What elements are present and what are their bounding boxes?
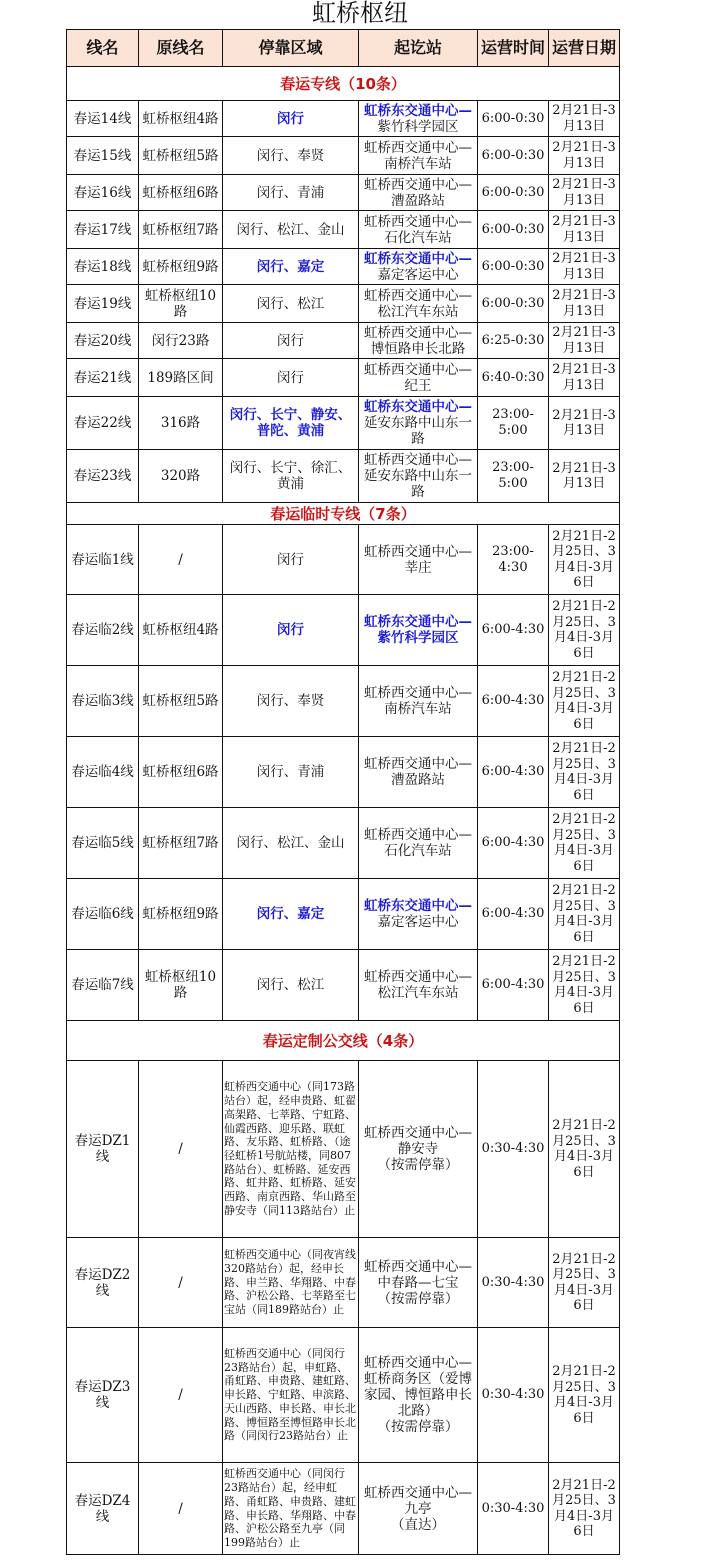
service-dates-cell: 2月21日-2月25日、3月4日-3月6日 <box>549 595 620 666</box>
terminals-cell <box>359 397 478 450</box>
original-name-cell: / <box>139 1328 223 1463</box>
terminal-line: 虹桥西交通中心— <box>364 1125 472 1141</box>
terminal-line: 石化汽车站 <box>384 843 452 859</box>
original-name-cell: 320路 <box>139 450 223 503</box>
terminal-line: （按需停靠） <box>377 1157 459 1173</box>
terminal-line: 虹桥西交通中心— <box>364 1258 472 1275</box>
terminals-cell <box>359 101 478 137</box>
table-row <box>67 175 620 211</box>
line-name-cell: 春运临5线 <box>67 808 139 879</box>
service-dates-cell: 2月21日-2月25日、3月4日-3月6日 <box>549 1463 620 1555</box>
service-hours-cell: 6:40-0:30 <box>478 359 549 397</box>
stop-area-cell <box>223 808 359 879</box>
service-dates-cell: 2月21日-2月25日、3月4日-3月6日 <box>549 525 620 595</box>
service-hours-cell: 23:00-5:00 <box>478 397 549 450</box>
table-row <box>67 808 620 879</box>
service-dates-cell: 2月21日-2月25日、3月4日-3月6日 <box>549 950 620 1021</box>
terminal-line: 虹桥西交通中心— <box>364 969 472 985</box>
terminals-cell <box>359 323 478 359</box>
terminals-cell <box>359 450 478 503</box>
line-name-cell: 春运14线 <box>67 101 139 137</box>
terminals-cell <box>359 285 478 323</box>
stop-area-text: 虹桥西交通中心（同夜宵线320路站台）起，经申长路、申兰路、华翔路、中春路、沪松公路、七莘路至七宝站（同189路站台）止 <box>224 1248 356 1317</box>
terminals-cell <box>359 175 478 211</box>
line-name-cell: 春运17线 <box>67 211 139 249</box>
stop-area-text: 闵行、奉贤 <box>256 147 325 164</box>
section-title: 春运临时专线（7条） <box>67 503 620 525</box>
line-name-cell: 春运21线 <box>67 359 139 397</box>
service-dates-cell: 2月21日-2月25日、3月4日-3月6日 <box>549 666 620 737</box>
page-title: 虹桥枢纽 <box>312 0 408 27</box>
table-row <box>67 1463 620 1555</box>
terminal-line: 九亭 <box>404 1500 432 1517</box>
service-hours-cell: 6:00-4:30 <box>478 737 549 808</box>
service-hours-cell: 6:00-0:30 <box>478 285 549 323</box>
terminal-line: 虹桥西交通中心— <box>364 139 472 156</box>
terminal-line: 延安东路中山东一路 <box>364 415 472 447</box>
terminals-cell <box>359 1463 478 1555</box>
stop-area-text: 闵行、嘉定 <box>256 258 325 275</box>
schedule-table <box>66 29 620 1555</box>
header-service-dates: 运营日期 <box>549 30 620 67</box>
stop-area-cell <box>223 950 359 1021</box>
line-name-cell: 春运19线 <box>67 285 139 323</box>
header-terminals: 起讫站 <box>359 30 478 67</box>
terminal-line: 松江汽车东站 <box>377 985 459 1001</box>
route-description-cell <box>223 1061 359 1238</box>
table-row <box>67 525 620 595</box>
line-name-cell: 春运23线 <box>67 450 139 503</box>
stop-area-cell <box>223 666 359 737</box>
stop-area-cell <box>223 359 359 397</box>
header-original-name: 原线名 <box>139 30 223 67</box>
service-hours-cell: 23:00-5:00 <box>478 450 549 503</box>
terminals-cell <box>359 666 478 737</box>
line-name-cell: 春运16线 <box>67 175 139 211</box>
stop-area-text: 闵行、松江、金山 <box>236 835 345 851</box>
terminal-line: 博恒路申长北路 <box>370 340 466 357</box>
table-row <box>67 879 620 950</box>
section-header-row <box>67 1021 620 1061</box>
stop-area-cell <box>223 175 359 211</box>
table-row <box>67 595 620 666</box>
stop-area-text: 闵行、长宁、徐汇、黄浦 <box>229 460 352 492</box>
terminal-line: 中春路—七宝 <box>377 1274 459 1291</box>
service-dates-cell: 2月21日-2月25日、3月4日-3月6日 <box>549 879 620 950</box>
terminal-line: 延安东路中山东一路 <box>364 468 472 500</box>
service-hours-cell: 0:30-4:30 <box>478 1328 549 1463</box>
service-dates-cell: 2月21日-3月13日 <box>549 450 620 503</box>
terminals-cell <box>359 525 478 595</box>
terminal-line: 虹桥西交通中心— <box>364 213 472 230</box>
line-name-cell: 春运DZ1线 <box>67 1061 139 1238</box>
service-hours-cell: 6:00-4:30 <box>478 666 549 737</box>
terminal-line: 虹桥西交通中心— <box>364 685 472 701</box>
service-hours-cell: 23:00-4:30 <box>478 525 549 595</box>
terminal-line: 紫竹科学园区 <box>377 118 459 135</box>
table-row <box>67 249 620 285</box>
stop-area-cell <box>223 879 359 950</box>
line-name-cell: 春运18线 <box>67 249 139 285</box>
service-dates-cell: 2月21日-3月13日 <box>549 249 620 285</box>
service-dates-cell: 2月21日-2月25日、3月4日-3月6日 <box>549 1061 620 1238</box>
stop-area-text: 虹桥西交通中心（同173路站台）起，经申贵路、虹翟高架路、七莘路、宁虹路、仙霞西路、迎乐路、联虹路、友乐路、虹桥路、（途径虹桥1号航站楼，同807路站台）、虹桥路、延安西路、虹井路、虹桥路、延安西路、南京西路、华山路至静安寺（同113路站台）止 <box>224 1080 356 1217</box>
stop-area-cell <box>223 137 359 175</box>
stop-area-cell <box>223 397 359 450</box>
service-hours-cell: 6:00-4:30 <box>478 879 549 950</box>
terminals-cell <box>359 950 478 1021</box>
terminal-line: （直达） <box>391 1516 445 1533</box>
terminals-cell <box>359 808 478 879</box>
header-row <box>67 30 620 67</box>
service-hours-cell: 0:30-4:30 <box>478 1238 549 1328</box>
table-row <box>67 666 620 737</box>
stop-area-text: 闵行、青浦 <box>256 764 325 780</box>
table-row <box>67 450 620 503</box>
terminal-line: 松江汽车东站 <box>377 303 459 320</box>
terminal-line: 虹桥东交通中心— <box>364 614 472 630</box>
original-name-cell: 虹桥枢纽7路 <box>139 211 223 249</box>
original-name-cell: 虹桥枢纽5路 <box>139 137 223 175</box>
stop-area-text: 虹桥西交通中心（同闵行23路站台）起，申虹路、甬虹路、申贵路、建虹路、申长路、宁虹路、申滨路、天山西路、申长路、申长北路、博恒路至博恒路申长北路（同闵行23路站台）止 <box>224 1347 356 1443</box>
service-hours-cell: 6:25-0:30 <box>478 323 549 359</box>
original-name-cell: 虹桥枢纽6路 <box>139 737 223 808</box>
terminals-cell <box>359 1328 478 1463</box>
table-row <box>67 359 620 397</box>
section-title: 春运专线（10条） <box>67 67 620 101</box>
table-row <box>67 137 620 175</box>
terminal-line: 静安寺 <box>397 1141 439 1157</box>
terminal-line: 纪王 <box>404 377 432 394</box>
terminal-line: 虹桥西交通中心— <box>364 324 472 341</box>
service-hours-cell: 6:00-4:30 <box>478 808 549 879</box>
service-dates-cell: 2月21日-3月13日 <box>549 137 620 175</box>
terminal-line: 石化汽车站 <box>384 229 452 246</box>
stop-area-text: 闵行 <box>277 332 304 349</box>
section-header-row <box>67 67 620 101</box>
original-name-cell: 虹桥枢纽4路 <box>139 595 223 666</box>
terminal-line: 虹桥东交通中心— <box>364 102 472 119</box>
stop-area-cell <box>223 595 359 666</box>
terminal-line: 紫竹科学园区 <box>377 630 459 646</box>
header-service-hours: 运营时间 <box>478 30 549 67</box>
table-row <box>67 397 620 450</box>
terminal-line: （按需停靠） <box>377 1290 459 1307</box>
line-name-cell: 春运22线 <box>67 397 139 450</box>
stop-area-text: 闵行、长宁、静安、普陀、黄浦 <box>229 407 352 439</box>
service-hours-cell: 6:00-0:30 <box>478 137 549 175</box>
terminal-line: 虹桥西交通中心— <box>364 176 472 193</box>
stop-area-text: 闵行、奉贤 <box>256 693 325 709</box>
line-name-cell: 春运临4线 <box>67 737 139 808</box>
terminal-line: 虹桥商务区（爱博家园、博恒路申长北路） <box>364 1371 472 1419</box>
line-name-cell: 春运临1线 <box>67 525 139 595</box>
table-row <box>67 211 620 249</box>
terminals-cell <box>359 879 478 950</box>
terminals-cell <box>359 249 478 285</box>
original-name-cell: 虹桥枢纽10路 <box>139 950 223 1021</box>
stop-area-cell <box>223 101 359 137</box>
stop-area-text: 闵行、青浦 <box>256 184 325 201</box>
terminal-line: 虹桥东交通中心— <box>364 898 472 914</box>
table-row <box>67 101 620 137</box>
service-hours-cell: 0:30-4:30 <box>478 1463 549 1555</box>
section-header-row <box>67 503 620 525</box>
stop-area-cell <box>223 211 359 249</box>
original-name-cell: 316路 <box>139 397 223 450</box>
service-dates-cell: 2月21日-2月25日、3月4日-3月6日 <box>549 1328 620 1463</box>
line-name-cell: 春运临6线 <box>67 879 139 950</box>
terminal-line: 虹桥西交通中心— <box>364 287 472 304</box>
terminal-line: 虹桥西交通中心— <box>364 827 472 843</box>
terminals-cell <box>359 737 478 808</box>
original-name-cell: / <box>139 1463 223 1555</box>
terminal-line: 虹桥东交通中心— <box>364 250 472 267</box>
original-name-cell: 虹桥枢纽7路 <box>139 808 223 879</box>
service-dates-cell: 2月21日-3月13日 <box>549 285 620 323</box>
stop-area-text: 闵行 <box>277 622 304 638</box>
service-hours-cell: 6:00-0:30 <box>478 249 549 285</box>
line-name-cell: 春运15线 <box>67 137 139 175</box>
stop-area-text: 闵行 <box>277 110 304 127</box>
line-name-cell: 春运DZ4线 <box>67 1463 139 1555</box>
terminals-cell <box>359 1238 478 1328</box>
stop-area-cell <box>223 450 359 503</box>
line-name-cell: 春运临7线 <box>67 950 139 1021</box>
header-line-name: 线名 <box>67 30 139 67</box>
stop-area-cell <box>223 285 359 323</box>
service-dates-cell: 2月21日-2月25日、3月4日-3月6日 <box>549 737 620 808</box>
table-row <box>67 285 620 323</box>
table-row <box>67 737 620 808</box>
table-row <box>67 1061 620 1238</box>
terminal-line: 嘉定客运中心 <box>377 914 459 930</box>
route-description-cell <box>223 1463 359 1555</box>
stop-area-text: 闵行、嘉定 <box>256 906 325 922</box>
original-name-cell: 虹桥枢纽10路 <box>139 285 223 323</box>
line-name-cell: 春运20线 <box>67 323 139 359</box>
line-name-cell: 春运临2线 <box>67 595 139 666</box>
section-title: 春运定制公交线（4条） <box>67 1021 620 1061</box>
service-hours-cell: 6:00-0:30 <box>478 101 549 137</box>
service-dates-cell: 2月21日-3月13日 <box>549 323 620 359</box>
original-name-cell: 189路区间 <box>139 359 223 397</box>
service-dates-cell: 2月21日-3月13日 <box>549 175 620 211</box>
service-hours-cell: 6:00-4:30 <box>478 595 549 666</box>
stop-area-text: 闵行、松江 <box>256 977 325 993</box>
original-name-cell: 虹桥枢纽9路 <box>139 249 223 285</box>
line-name-cell: 春运DZ2线 <box>67 1238 139 1328</box>
terminals-cell <box>359 211 478 249</box>
terminal-line: 南桥汽车站 <box>384 155 452 172</box>
service-dates-cell: 2月21日-3月13日 <box>549 359 620 397</box>
original-name-cell: / <box>139 1061 223 1238</box>
terminals-cell <box>359 1061 478 1238</box>
line-name-cell: 春运DZ3线 <box>67 1328 139 1463</box>
original-name-cell: 虹桥枢纽4路 <box>139 101 223 137</box>
line-name-cell: 春运临3线 <box>67 666 139 737</box>
terminal-line: 嘉定客运中心 <box>377 266 459 283</box>
terminal-line: 漕盈路站 <box>391 192 445 209</box>
service-dates-cell: 2月21日-2月25日、3月4日-3月6日 <box>549 1238 620 1328</box>
schedule-body <box>67 67 620 1555</box>
stop-area-text: 闵行 <box>277 551 304 568</box>
table-row <box>67 323 620 359</box>
terminal-line: （按需停靠） <box>377 1419 459 1435</box>
stop-area-text: 闵行、松江 <box>256 295 325 312</box>
stop-area-cell <box>223 525 359 595</box>
original-name-cell: 虹桥枢纽6路 <box>139 175 223 211</box>
original-name-cell: 虹桥枢纽9路 <box>139 879 223 950</box>
terminal-line: 虹桥西交通中心— <box>364 756 472 772</box>
service-dates-cell: 2月21日-3月13日 <box>549 211 620 249</box>
terminal-line: 虹桥西交通中心— <box>364 361 472 378</box>
original-name-cell: 虹桥枢纽5路 <box>139 666 223 737</box>
terminal-line: 虹桥西交通中心— <box>364 1355 472 1371</box>
table-row <box>67 950 620 1021</box>
terminal-line: 虹桥西交通中心— <box>364 452 472 468</box>
terminals-cell <box>359 359 478 397</box>
original-name-cell: 闵行23路 <box>139 323 223 359</box>
original-name-cell: / <box>139 1238 223 1328</box>
table-row <box>67 1238 620 1328</box>
stop-area-cell <box>223 323 359 359</box>
header-stop-area: 停靠区域 <box>223 30 359 67</box>
terminals-cell <box>359 595 478 666</box>
service-dates-cell: 2月21日-3月13日 <box>549 397 620 450</box>
terminal-line: 漕盈路站 <box>391 772 445 788</box>
service-hours-cell: 6:00-0:30 <box>478 211 549 249</box>
stop-area-cell <box>223 249 359 285</box>
stop-area-cell <box>223 737 359 808</box>
service-hours-cell: 6:00-4:30 <box>478 950 549 1021</box>
terminal-line: 南桥汽车站 <box>384 701 452 717</box>
stop-area-text: 闵行 <box>277 369 304 386</box>
service-dates-cell: 2月21日-3月13日 <box>549 101 620 137</box>
route-description-cell <box>223 1328 359 1463</box>
route-description-cell <box>223 1238 359 1328</box>
service-hours-cell: 0:30-4:30 <box>478 1061 549 1238</box>
terminals-cell <box>359 137 478 175</box>
terminal-line: 虹桥西交通中心— <box>364 1484 472 1501</box>
service-hours-cell: 6:00-0:30 <box>478 175 549 211</box>
table-row <box>67 1328 620 1463</box>
stop-area-text: 虹桥西交通中心（同闵行23路站台）起，经申虹路、甬虹路、申贵路、建虹路、申长路、华翔路、中春路、沪松公路至九亭（同199路站台）止 <box>224 1467 356 1549</box>
service-dates-cell: 2月21日-2月25日、3月4日-3月6日 <box>549 808 620 879</box>
original-name-cell: / <box>139 525 223 595</box>
stop-area-text: 闵行、松江、金山 <box>236 221 345 238</box>
terminal-line: 虹桥西交通中心—莘庄 <box>364 543 472 576</box>
terminal-line: 虹桥东交通中心— <box>364 399 472 415</box>
